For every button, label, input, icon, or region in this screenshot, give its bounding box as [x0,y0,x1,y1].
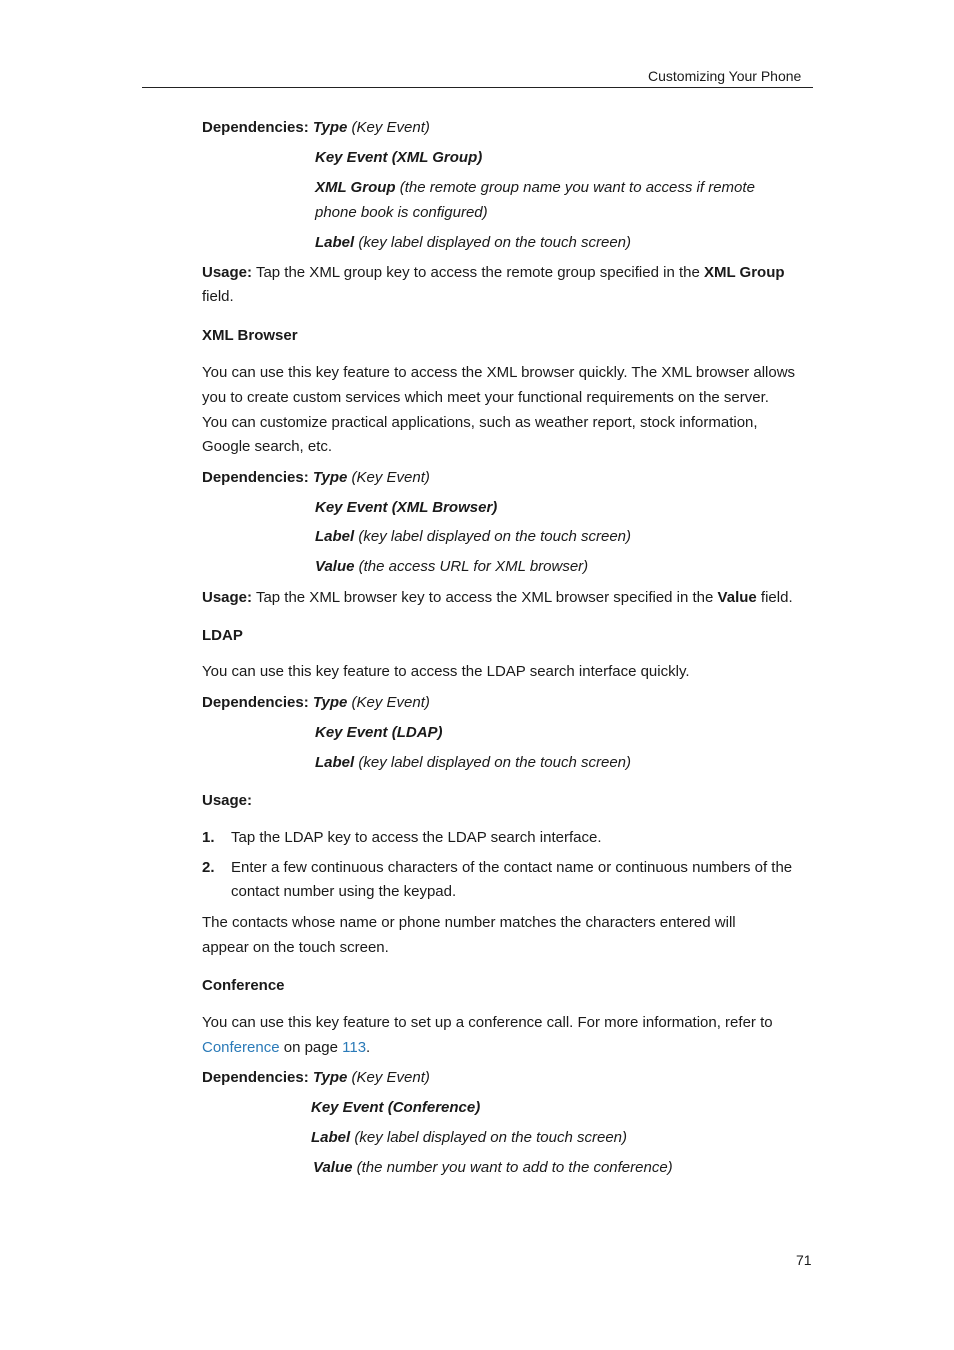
usage-text: Tap the XML group key to access the remote group specified in the [255,264,700,281]
page-number: 71 [796,1252,812,1268]
key-event-term: Key Event (XML Browser) [315,499,498,516]
value-dependency [315,557,588,577]
section-heading-xml-browser: XML Browser [202,327,298,344]
key-event-dependency [311,1098,480,1118]
step-text-cont: contact number using the keypad. [231,883,457,900]
label-desc: (key label displayed on the touch screen) [358,528,632,545]
xml-group-desc: (the remote group name you want to access if remote [399,179,755,196]
page-ref-text: on page [279,1039,343,1056]
label-term: Label [315,234,355,251]
usage-text-end: field. [760,589,793,606]
type-term: Type [312,119,348,136]
step-number: 2. [202,859,215,876]
usage-label: Usage: [202,264,253,281]
section-heading-conference: Conference [202,977,285,994]
conference-link[interactable]: Conference [202,1039,280,1056]
running-header: Customizing Your Phone [648,68,802,84]
value-term: Value [315,558,355,575]
period: . [366,1039,371,1056]
usage-bold-term: Value [717,589,757,606]
xml-group-dependency [315,178,755,198]
key-event-term: Key Event (Conference) [311,1099,481,1116]
type-term: Type [312,694,348,711]
step-text: Enter a few continuous characters of the contact name or continuous numbers of the [231,859,793,876]
type-value: (Key Event) [351,119,430,136]
usage-label: Usage: [202,589,253,606]
type-value: (Key Event) [351,1069,430,1086]
type-term: Type [312,1069,348,1086]
xml-group-usage [202,263,785,283]
xml-group-desc-cont: phone book is configured) [315,204,488,221]
ldap-dependencies [202,693,430,713]
step-text: Tap the LDAP key to access the LDAP search interface. [231,829,602,846]
usage-label: Usage: [202,792,253,809]
usage-bold-term: XML Group [703,264,785,281]
label-term: Label [315,528,355,545]
paragraph-line: Google search, etc. [202,438,333,455]
label-desc: (key label displayed on the touch screen) [358,754,632,771]
xml-browser-dependencies [202,468,430,488]
paragraph-line: You can use this key feature to access the LDAP search interface quickly. [202,663,690,680]
dependencies-label: Dependencies: [202,694,309,711]
label-dependency [315,527,631,547]
dependencies-label: Dependencies: [202,1069,309,1086]
dependencies-label: Dependencies: [202,119,309,136]
label-desc: (key label displayed on the touch screen) [358,234,632,251]
paragraph-line: The contacts whose name or phone number matches the characters entered will [202,914,736,931]
paragraph-line: You can customize practical applications, such as weather report, stock information, [202,414,758,431]
conference-dependencies [202,1068,430,1088]
label-term: Label [315,754,355,771]
key-event-dependency [315,723,443,743]
paragraph-line-with-links [202,1038,370,1058]
paragraph-line: You can use this key feature to set up a conference call. For more information, refer to [202,1014,773,1031]
step-number: 1. [202,829,215,846]
label-dependency [315,233,631,253]
paragraph-line: You can use this key feature to access the XML browser quickly. The XML browser allows [202,364,796,381]
label-dependency [315,753,631,773]
xml-browser-usage [202,588,793,608]
xml-group-dependencies [202,118,430,138]
type-value: (Key Event) [351,694,430,711]
section-heading-ldap: LDAP [202,627,243,644]
value-desc: (the access URL for XML browser) [358,558,589,575]
value-dependency [313,1158,673,1178]
usage-text: Tap the XML browser key to access the XML browser specified in the [255,589,714,606]
label-dependency [311,1128,627,1148]
paragraph-line: you to create custom services which meet your functional requirements on the server. [202,389,769,406]
key-event-dependency [315,148,482,168]
usage-text-cont: field. [202,288,234,305]
page-number-link[interactable]: 113 [342,1039,367,1056]
type-value: (Key Event) [351,469,430,486]
key-event-term: Key Event (LDAP) [315,724,443,741]
key-event-dependency [315,498,497,518]
label-desc: (key label displayed on the touch screen) [354,1129,628,1146]
value-term: Value [313,1159,353,1176]
paragraph-line: appear on the touch screen. [202,939,389,956]
xml-group-term: XML Group [315,179,396,196]
dependencies-label: Dependencies: [202,469,309,486]
key-event-term: Key Event (XML Group) [315,149,483,166]
type-term: Type [312,469,348,486]
label-term: Label [311,1129,351,1146]
value-desc: (the number you want to add to the conference) [356,1159,673,1176]
header-rule [142,87,813,88]
